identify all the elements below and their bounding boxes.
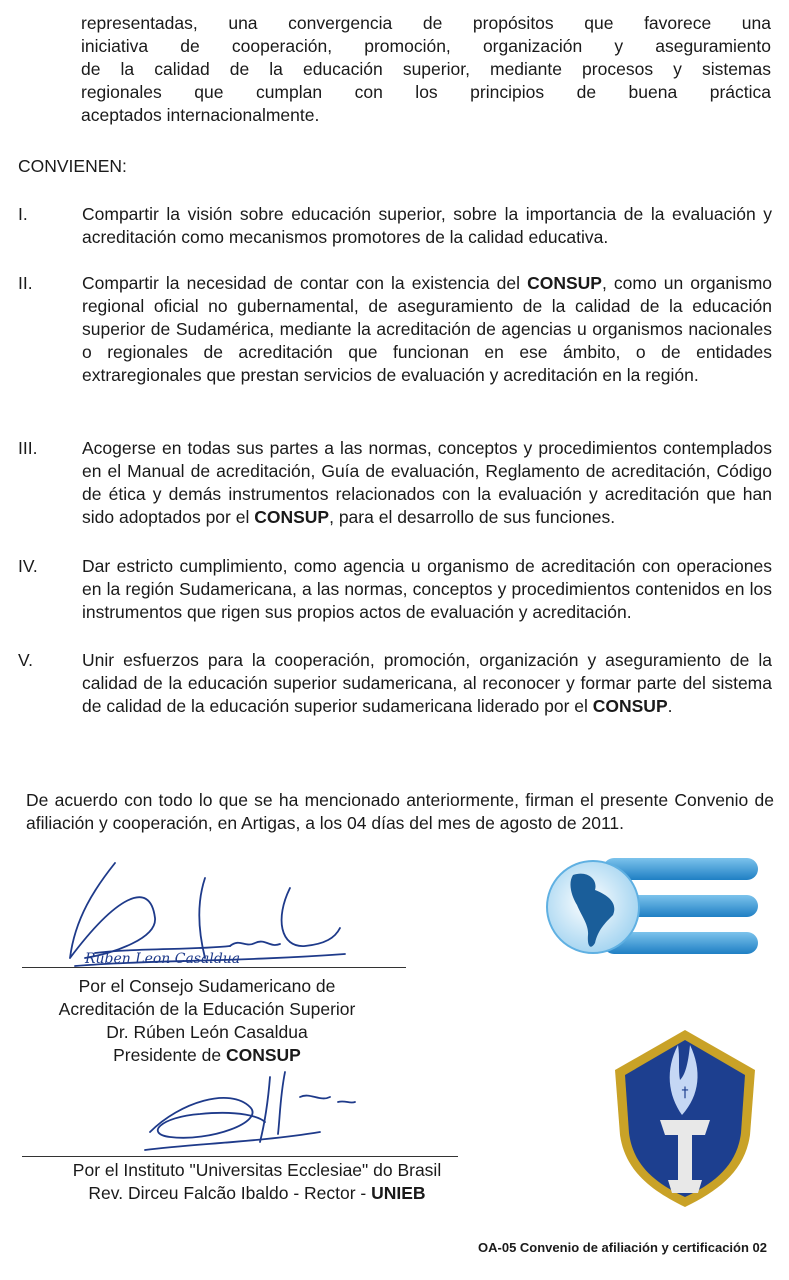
- clause-text: Unir esfuerzos para la cooperación, promoción, organización y aseguramiento de la calidad de la educación superior sudamericana, al reconocer y formar parte del sistema de calidad de la educación superior sudamericana liderado por el CONSUP.: [82, 650, 772, 716]
- signature-ruben-leon: [55, 858, 355, 973]
- signature-line: [22, 967, 406, 968]
- clause-number: II.: [18, 273, 33, 293]
- intro-line: representadas, una convergencia de propósitos que favorece una: [81, 13, 771, 33]
- signatory-1-title: Presidente de CONSUP: [113, 1045, 301, 1065]
- clause-text: Acogerse en todas sus partes a las normas, conceptos y procedimientos contemplados en el Manual de acreditación, Guía de evaluación, Reglamento de acreditación, Código de ética y demás instrumentos relacionados con la evaluación y acreditación que han sido adoptados por el CONSUP, para el desarrollo de sus funciones.: [82, 438, 772, 527]
- signature-dirceu-ibaldo: [140, 1062, 370, 1157]
- intro-line: aceptados internacionalmente.: [81, 105, 320, 125]
- intro-paragraph: [81, 12, 771, 127]
- closing-paragraph: De acuerdo con todo lo que se ha mencionado anteriormente, firman el presente Convenio de afiliación y cooperación, en Artigas, a los 04 días del mes de agosto de 2011.: [26, 790, 774, 833]
- consup-logo: [543, 855, 763, 960]
- signature-line: [22, 1156, 458, 1157]
- clause-text: Compartir la necesidad de contar con la existencia del CONSUP, como un organismo regional oficial no gubernamental, de aseguramiento de la calidad de la educación superior de Sudamérica, mediante la acreditación de agencias u organismos nacionales o regionales de acreditación que funcionan en ese ámbito, o de entidades extraregionales que prestan servicios de evaluación y acreditación en la región.: [82, 273, 773, 385]
- signatory-2-block: [22, 1159, 492, 1205]
- intro-line: de la calidad de la educación superior, mediante procesos y sistemas: [81, 59, 771, 79]
- clause-number: III.: [18, 438, 38, 458]
- signature-scribble-text: Ruben Leon Casaldua: [85, 951, 241, 967]
- intro-line: iniciativa de cooperación, promoción, organización y aseguramiento: [81, 36, 771, 56]
- intro-line: regionales que cumplan con los principios de buena práctica: [81, 82, 771, 102]
- clause-number: IV.: [18, 556, 38, 576]
- clause-number: V.: [18, 650, 33, 670]
- clause-text: Dar estricto cumplimiento, como agencia u organismo de acreditación con operaciones en la región Sudamericana, a las normas, conceptos y procedimientos contenidos en los instrumentos que rigen sus propios actos de evaluación y acreditación.: [82, 556, 772, 622]
- unieb-shield-logo: [610, 1025, 760, 1210]
- clause-text: Compartir la visión sobre educación superior, sobre la importancia de la evaluación y acreditación como mecanismos promotores de la calidad educativa.: [82, 204, 772, 247]
- clause-number: I.: [18, 204, 28, 224]
- signatory-1-line1: Por el Consejo Sudamericano de: [78, 976, 336, 996]
- svg-text:†: †: [681, 1085, 689, 1101]
- signatory-1-name: Dr. Rúben León Casaldua: [106, 1022, 308, 1042]
- signatory-1-block: [22, 975, 392, 1067]
- signatory-2-line1: Por el Instituto "Universitas Ecclesiae" do Brasil: [72, 1160, 442, 1180]
- convienen-heading: CONVIENEN:: [18, 156, 127, 176]
- signatory-2-line2: Rev. Dirceu Falcão Ibaldo - Rector - UNIEB: [88, 1183, 426, 1203]
- signatory-1-line2: Acreditación de la Educación Superior: [58, 999, 356, 1019]
- document-footer: OA-05 Convenio de afiliación y certificación 02: [478, 1240, 767, 1255]
